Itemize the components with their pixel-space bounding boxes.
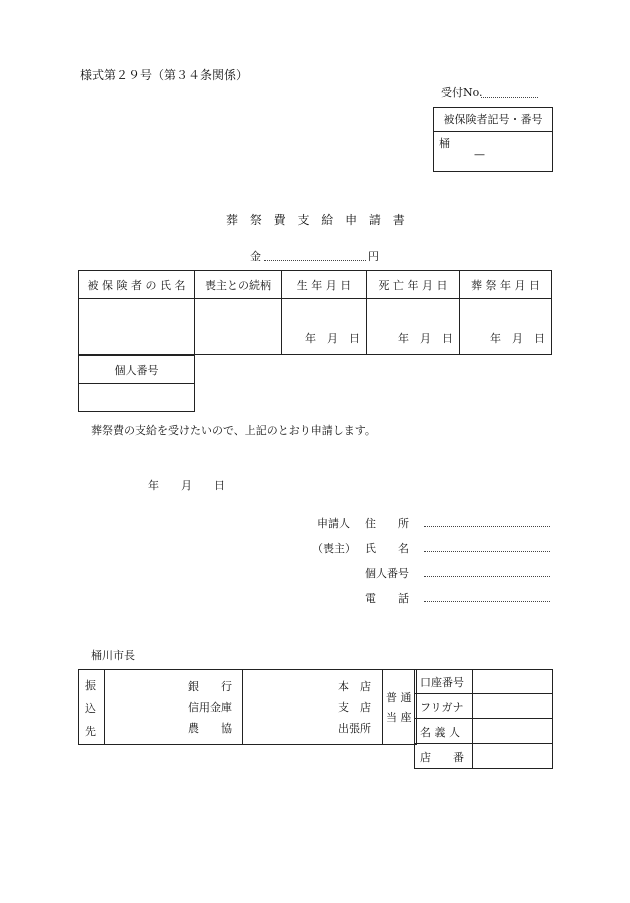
furigana-field[interactable] [474,695,550,717]
reception-no-label: 受付No. [441,86,483,99]
holder-label: 名 義 人 [420,726,460,739]
mynumber-label: 個人番号 [79,356,195,384]
addressee: 桶川市長 [91,649,135,662]
insured-prefix: 桶 [439,137,450,150]
applicant-label: 申請人 [317,517,350,530]
form-number: 様式第２９号（第３４条関係） [80,68,249,82]
branch-number-label: 店 番 [420,751,464,764]
transfer-label-1: 振 [85,679,96,692]
divider-branch [382,669,383,744]
deceased-table [78,270,552,355]
header-relation: 喪主との続柄 [195,271,282,299]
address-label: 住 所 [365,517,409,530]
reception-no-field[interactable] [481,97,538,98]
cell-insured-name[interactable] [79,299,195,355]
branch-number-field[interactable] [474,745,550,767]
account-type-current[interactable]: 当 座 [386,711,412,724]
cell-birth-date[interactable]: 年 月 日 [282,299,367,355]
cell-death-date[interactable]: 年 月 日 [367,299,460,355]
cell-funeral-date[interactable]: 年 月 日 [460,299,552,355]
row-line-3 [414,743,552,744]
row-line-2 [414,718,552,719]
row-line-1 [414,693,552,694]
amount-suffix: 円 [368,250,379,263]
mynumber-table [78,355,195,412]
transfer-label-3: 先 [85,725,96,738]
amount-field[interactable] [264,260,366,261]
header-insured-name: 被 保 険 者 の 氏 名 [79,271,195,299]
insured-number-header: 被保険者記号・番号 [434,108,552,132]
branch-type-branch[interactable]: 支 店 [338,701,371,714]
mynumber-field[interactable] [79,384,195,412]
insured-dash: — [474,148,485,161]
bank-type-shinkin[interactable]: 信用金庫 [188,701,232,714]
divider-transfer [104,669,105,744]
holder-field[interactable] [474,720,550,742]
name-field[interactable] [424,551,550,552]
cell-relation[interactable] [195,299,282,355]
header-funeral-date: 葬 祭 年 月 日 [460,271,552,299]
mourner-label: （喪主） [312,542,356,555]
divider-bank [242,669,243,744]
header-death-date: 死 亡 年 月 日 [367,271,460,299]
application-date[interactable]: 年 月 日 [148,479,225,492]
applicant-mynumber-field[interactable] [424,576,550,577]
application-statement: 葬祭費の支給を受けたいので、上記のとおり申請します。 [91,424,376,437]
phone-field[interactable] [424,601,550,602]
branch-type-main[interactable]: 本 店 [338,680,371,693]
branch-type-office[interactable]: 出張所 [338,722,371,735]
transfer-label-2: 込 [85,702,96,715]
insured-number-box [433,107,553,172]
applicant-mynumber-label: 個人番号 [365,567,409,580]
header-birth-date: 生 年 月 日 [282,271,367,299]
phone-label: 電 話 [365,592,409,605]
account-type-ordinary[interactable]: 普 通 [386,691,412,704]
document-title: 葬 祭 費 支 給 申 請 書 [226,213,409,227]
amount-prefix: 金 [250,250,261,263]
bank-section [78,669,551,768]
furigana-label: フリガナ [420,701,464,714]
name-label: 氏 名 [365,542,409,555]
bank-type-nokyo[interactable]: 農 協 [188,722,232,735]
bank-type-bank[interactable]: 銀 行 [188,680,232,693]
account-number-label: 口座番号 [420,676,464,689]
account-number-field[interactable] [474,670,550,692]
address-field[interactable] [424,526,550,527]
